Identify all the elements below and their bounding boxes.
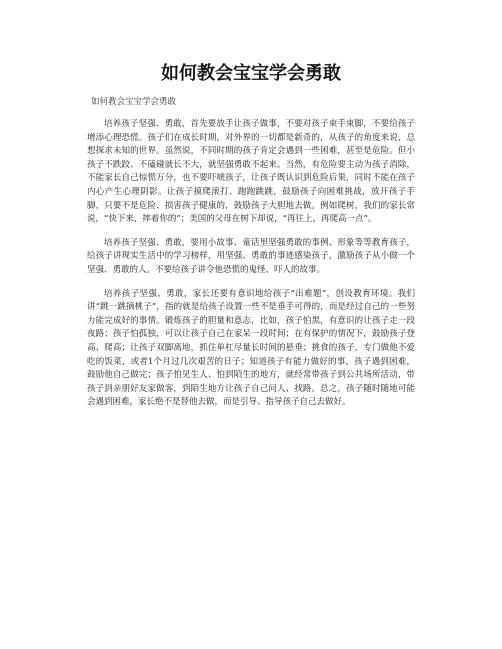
- document-subtitle: 如何教会宝宝学会勇敢: [91, 97, 177, 107]
- document-title: 如何教会宝宝学会勇敢: [161, 63, 341, 84]
- paragraph: 培养孩子坚强、勇敢，家长还要有意识地给孩子“出难题”，创设教育环境。我们讲“跳一跳摘桃子”，指的就是给孩子设置一些不是垂手可得的，而是经过自己的一些努力能完成好的事情。锻炼孩子的胆量和意志，比如，孩子怕黑，有意识的让孩子走一段夜路；孩子怕孤独，可以让孩子自己在家呆一段时间；在有保护的情况下，鼓励孩子登高、爬高；让孩子双脚离地，抓住单杠尽量长时间的悬垂；挑食的孩子，专门做他不爱吃的饭菜，或者1个月过几次艰苦的日子；知道孩子有能力做好的事，孩子遇到困难，鼓励他自己做完；孩子怕见生人、怕到陌生的地方，就经常带孩子到公共场所活动，带孩子到亲朋好友家做客，到陌生地方让孩子自己问人、找路。总之，孩子随时随地可能会遇到困难，家长绝不是替他去做，而是引导、指导孩子自己去做好。: [87, 288, 415, 408]
- document-body: [87, 118, 415, 420]
- paragraph: 培养孩子坚强、勇敢，首先要放手让孩子做事，不要对孩子束手束脚，不要给孩子增添心理恐慌。孩子们在成长时期，对外界的一切都是新奇的，从孩子的角度来说，总想探求未知的世界。虽然说，不同时期的孩子肯定会遇到一些困难，甚至是危险。但小孩子不跌跤、不磕碰就长不大，就坚强勇敢不起来。当然，有危险要主动为孩子消除，不能家长自己惊慌万分，也不要吓唬孩子，让孩子既认识到危险后果，同时不能在孩子内心产生心理阴影。让孩子摸爬滚打、跑跑跳跳，鼓励孩子向困难挑战，放开孩子手脚，只要不是危险、损害孩子健康的，鼓励孩子大胆地去做。例如爬树，我们的家长常说，“快下来，摔着你的”；美国的父母在树下却说，“再往上，再爬高一点”。: [87, 119, 415, 225]
- paragraph: 培养孩子坚强、勇敢，要用小故事、童话里坚强勇敢的事例、形象等等教育孩子，给孩子讲现实生活中的学习榜样，用坚强、勇敢的事迹感染孩子，激励孩子从小做一个坚强、勇敢的人。不要给孩子讲令他恐慌的鬼怪、吓人的故事。: [87, 237, 415, 275]
